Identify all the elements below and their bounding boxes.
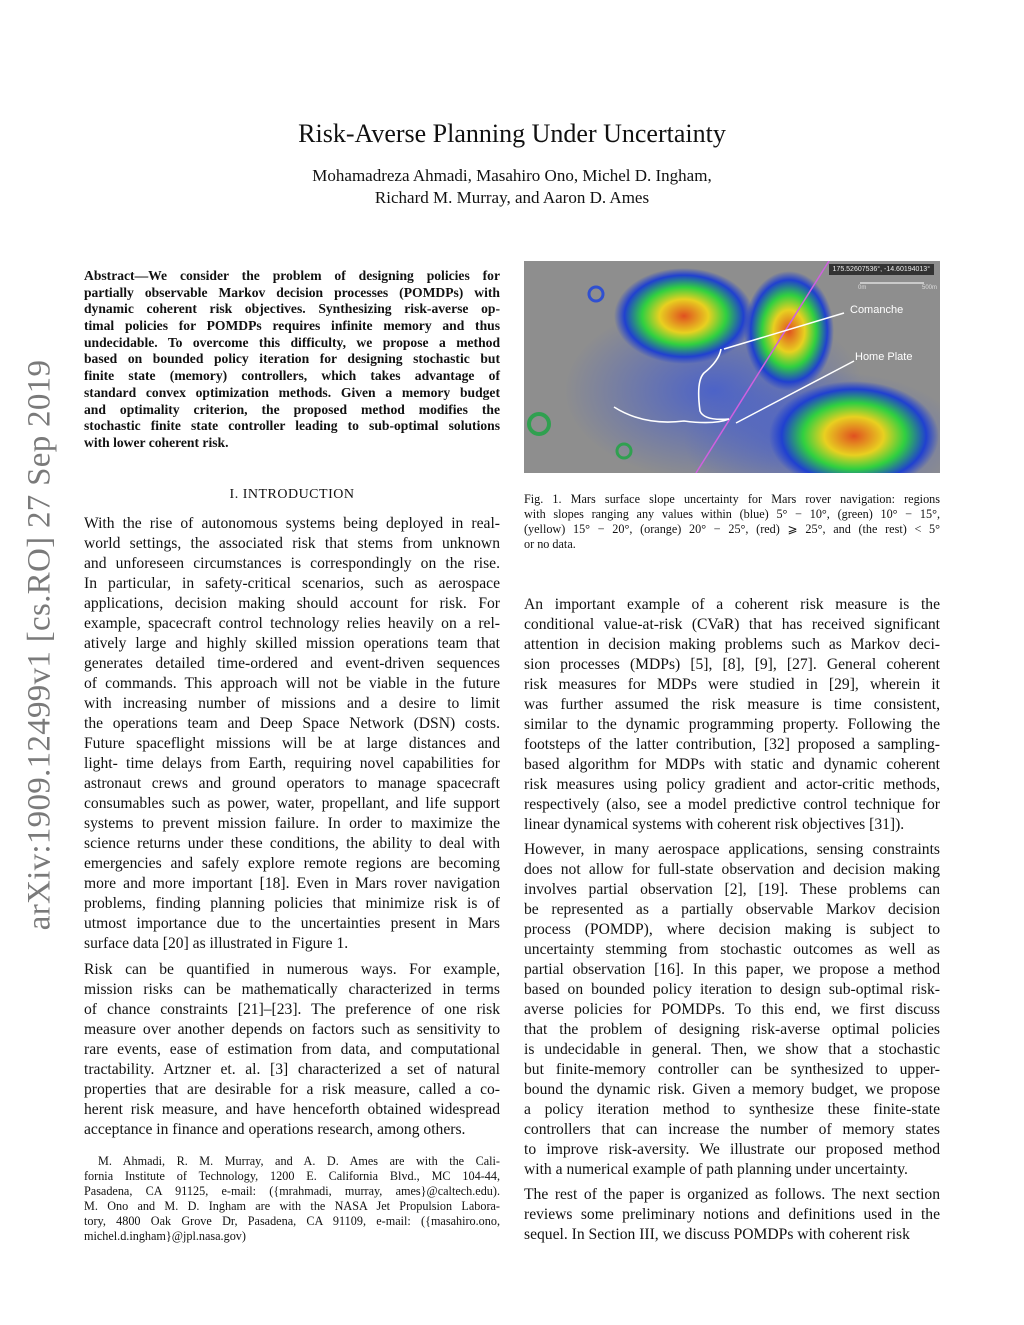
text-line: partial observation [16]. In this paper, we propose a method bbox=[524, 961, 940, 978]
text-line: fornia Institute of Technology, 1200 E. California Blvd., MC 104-44, bbox=[84, 1169, 500, 1183]
text-line: based algorithm for MDPs with static and dynamic coherent bbox=[524, 756, 940, 773]
text-line: applications, decision making should account for risk. For bbox=[84, 595, 500, 612]
text-line: standard convex optimization methods. Given a memory budget bbox=[84, 384, 500, 400]
text-line: Risk can be quantified in numerous ways. For example, bbox=[84, 961, 500, 978]
text-line: or no data. bbox=[524, 537, 576, 551]
text-line: attention in decision making problems such as Markov deci- bbox=[524, 636, 940, 653]
paragraph bbox=[84, 514, 500, 954]
text-line: averse policies for POMDPs. To this end, we first discuss bbox=[524, 1001, 940, 1018]
text-line: sequel. In Section III, we discuss POMDPs with coherent risk bbox=[524, 1226, 910, 1243]
text-line: In particular, in safety-critical scenarios, such as aerospace bbox=[84, 575, 500, 592]
author-line: Richard M. Murray, and Aaron D. Ames bbox=[374, 188, 650, 207]
text-line: respectively (also, see a model predictive control technique for bbox=[524, 796, 940, 813]
text-line: similar to the dynamic programming property. Following the bbox=[524, 716, 940, 733]
text-line: properties that are desirable for a risk measure, called a co- bbox=[84, 1081, 500, 1098]
text-line: of commands. This approach will not be viable in the future bbox=[84, 675, 500, 692]
text-line: sion processes (MDPs) [5], [8], [9], [27]. General coherent bbox=[524, 656, 940, 673]
text-line: that the problem of designing risk-averse optimal policies bbox=[524, 1021, 940, 1038]
text-line: reviews some preliminary notions and definitions used in the bbox=[524, 1206, 940, 1223]
text-line: However, in many aerospace applications, sensing constraints bbox=[524, 841, 940, 858]
left-column-body bbox=[84, 514, 500, 1140]
text-line: controllers that can increase the number of memory states bbox=[524, 1121, 940, 1138]
paper-title: Risk-Averse Planning Under Uncertainty bbox=[298, 119, 726, 148]
text-line: the operations team and Deep Space Network (DSN) costs. bbox=[84, 715, 500, 732]
text-line: With the rise of autonomous systems being deployed in real- bbox=[84, 515, 500, 532]
text-line: tractability. Artzner et. al. [3] characterized a set of natural bbox=[84, 1061, 500, 1078]
text-line: finite state (memory) controllers, which takes advantage of bbox=[84, 368, 500, 384]
text-line: Abstract—We consider the problem of designing policies for bbox=[84, 268, 500, 283]
text-line: uncertainty stemming from stochastic outcomes as well as bbox=[524, 941, 940, 958]
text-line: emergencies and safely explore remote regions are becoming bbox=[84, 855, 500, 872]
text-line: generates detailed time-ordered and event-driven sequences bbox=[84, 655, 500, 672]
text-line: stochastic finite state controller leading to sub-optimal solutions bbox=[84, 418, 500, 434]
text-line: tory, 4800 Oak Grove Dr, Pasadena, CA 91109, e-mail: ({masahiro.ono, bbox=[84, 1214, 500, 1228]
text-line: process (POMDP), where decision making is subject to bbox=[524, 921, 940, 938]
text-line: An important example of a coherent risk measure is the bbox=[524, 596, 940, 613]
text-line: to improve risk-aversity. We illustrate our proposed method bbox=[524, 1141, 940, 1158]
scale-label: 0m bbox=[858, 285, 867, 291]
text-line: and optimality criterion, the proposed method modifies the bbox=[84, 401, 500, 417]
text-line: problems, finding planning policies that minimize risk is of bbox=[84, 895, 500, 912]
text-line: atively large and highly skilled mission operations team that bbox=[84, 635, 500, 652]
label-comanche: Comanche bbox=[850, 304, 904, 316]
text-line: M. Ono and M. D. Ingham are with the NASA Jet Propulsion Labora- bbox=[84, 1199, 500, 1213]
text-line: rare events, ease of estimation from data, and computational bbox=[84, 1041, 500, 1058]
text-line: acceptance in finance and operations research, among others. bbox=[84, 1121, 466, 1138]
text-line: and unforeseen circumstances is correspondingly on the rise. bbox=[84, 555, 500, 572]
figure-mars-slope-map bbox=[524, 261, 940, 473]
coordinate-readout: 175.52607536°, -14.60194013° bbox=[829, 264, 934, 275]
text-line: more and more important [18]. Even in Mars rover navigation bbox=[84, 875, 500, 892]
text-line: world settings, the associated risk that stems from unknown bbox=[84, 535, 500, 552]
figure-caption bbox=[524, 492, 940, 552]
text-line: example, spacecraft control technology relies heavily on a rel- bbox=[84, 615, 500, 632]
arxiv-identifier: arXiv:1909.12499v1 [cs.RO] 27 Sep 2019 bbox=[21, 359, 58, 931]
footnote bbox=[84, 1154, 500, 1244]
text-line: M. Ahmadi, R. M. Murray, and A. D. Ames are with the Cali- bbox=[98, 1154, 500, 1168]
text-line: but finite-memory controller can be synthesized to upper- bbox=[524, 1061, 940, 1078]
text-line: light- time delays from Earth, requiring novel capabilities for bbox=[84, 755, 500, 772]
text-line: partially observable Markov decision processes (POMDPs) with bbox=[84, 284, 500, 300]
paragraph bbox=[524, 595, 940, 835]
text-line: Fig. 1. Mars surface slope uncertainty for Mars rover navigation: regions bbox=[524, 492, 940, 506]
text-line: measure over another depends on factors such as sensitivity to bbox=[84, 1021, 500, 1038]
paragraph bbox=[524, 840, 940, 1180]
paragraph bbox=[524, 1185, 940, 1245]
text-line: mission risks can be mathematically characterized in terms bbox=[84, 981, 500, 998]
mars-map-image bbox=[524, 261, 940, 473]
text-line: with lower coherent risk. bbox=[84, 434, 229, 450]
text-line: was further assumed the risk measure is time consistent, bbox=[524, 696, 940, 713]
text-line: timal policies for POMDPs requires infinite memory and thus bbox=[84, 318, 500, 334]
text-line: utmost importance due to the uncertainties present in Mars bbox=[84, 915, 500, 932]
text-line: systems to prevent mission failure. In order to maximize the bbox=[84, 815, 500, 832]
text-line: linear dynamical systems with coherent risk objectives [31]). bbox=[524, 816, 905, 833]
text-line: involves partial observation [2], [19]. These problems can bbox=[524, 881, 940, 898]
text-line: with increasing number of missions and a desire to limit bbox=[84, 695, 500, 712]
text-line: The rest of the paper is organized as follows. The next section bbox=[524, 1186, 940, 1203]
abstract bbox=[84, 268, 500, 452]
text-line: is undecidable in general. Then, we show that a stochastic bbox=[524, 1041, 940, 1058]
text-line: consumables such as power, water, propellant, and life support bbox=[84, 795, 500, 812]
text-line: with slopes ranging any values within (blue) 5° − 10°, (green) 10° − 15°, bbox=[524, 507, 940, 521]
text-line: be represented as a partially observable Markov decision bbox=[524, 901, 940, 918]
label-home-plate: Home Plate bbox=[855, 351, 913, 363]
text-line: Pasadena, CA 91125, e-mail: ({mrahmadi, murray, ames}@caltech.edu). bbox=[84, 1184, 500, 1198]
scale-label: 500m bbox=[922, 285, 938, 291]
text-line: of chance constraints [21]–[23]. The preference of one risk bbox=[84, 1001, 500, 1018]
text-line: astronaut crews and ground operators to manage spacecraft bbox=[84, 775, 500, 792]
text-line: does not allow for full-state observation and decision making bbox=[524, 861, 940, 878]
text-line: surface data [20] as illustrated in Figure 1. bbox=[84, 935, 349, 952]
text-line: based on bounded policy iteration to design sub-optimal risk- bbox=[524, 981, 940, 998]
section-heading: I. INTRODUCTION bbox=[229, 487, 355, 502]
text-line: undecidable. To overcome this difficulty, we propose a method bbox=[84, 334, 500, 350]
paragraph bbox=[84, 960, 500, 1140]
text-line: (yellow) 15° − 20°, (orange) 20° − 25°, (red) ⩾ 25°, and (the rest) < 5° bbox=[524, 522, 940, 536]
text-line: risk measures using policy gradient and actor-critic methods, bbox=[524, 776, 940, 793]
text-line: with a numerical example of path planning under uncertainty. bbox=[524, 1161, 908, 1178]
text-line: science returns under these conditions, the ability to deal with bbox=[84, 835, 500, 852]
text-line: bound the dynamic risk. Given a memory budget, we propose bbox=[524, 1081, 940, 1098]
text-line: conditional value-at-risk (CVaR) that has received significant bbox=[524, 616, 940, 633]
right-column-body bbox=[524, 595, 940, 1245]
text-line: risk measures for MDPs were studied in [29], wherein it bbox=[524, 676, 940, 693]
text-line: based on bounded policy iteration for designing stochastic but bbox=[84, 351, 500, 367]
text-line: dynamic coherent risk objectives. Synthesizing risk-averse op- bbox=[84, 301, 500, 317]
text-line: herent risk measure, and have henceforth obtained widespread bbox=[84, 1101, 500, 1118]
text-line: a policy iteration method to synthesize these finite-state bbox=[524, 1101, 940, 1118]
text-line: footsteps of the latter contribution, [32] proposed a sampling- bbox=[524, 736, 940, 753]
text-line: Future spaceflight missions will be at large distances and bbox=[84, 735, 500, 752]
text-line: michel.d.ingham}@jpl.nasa.gov) bbox=[84, 1229, 246, 1243]
author-line: Mohamadreza Ahmadi, Masahiro Ono, Michel D. Ingham, bbox=[312, 166, 712, 185]
